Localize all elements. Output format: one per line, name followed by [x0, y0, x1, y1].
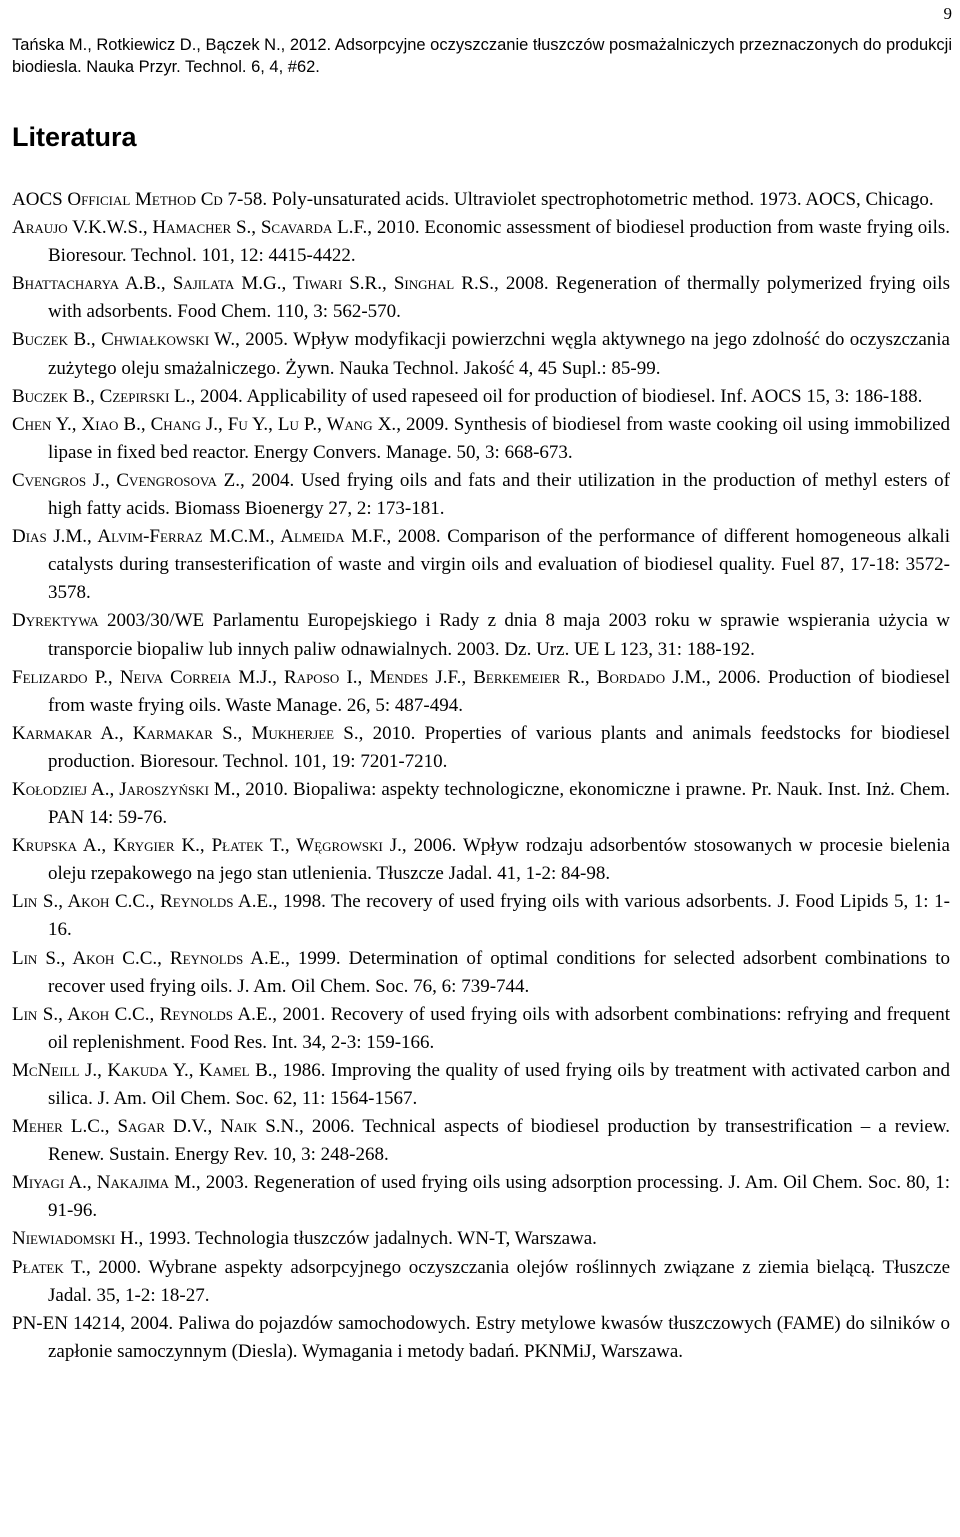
reference-text: , 2001. Recovery of used frying oils with adsorbent combinations: refrying and frequent oil replenishment. Food Res. Int. 34, 2-3: 159-166. [48, 1003, 950, 1053]
reference-text: , 2006. Wpływ rodzaju adsorbentów stosowanych w procesie bielenia oleju rzepakowego na jego stan utlenienia. Tłuszcze Jadal. 41, 1-2: 84-98. [48, 835, 950, 885]
reference-authors: Niewiadomski H. [12, 1228, 139, 1250]
reference-item [12, 326, 950, 382]
reference-item [12, 1113, 950, 1169]
reference-authors: Kołodziej A., Jaroszyński M. [12, 778, 236, 800]
reference-text: , 2005. Wpływ modyfikacji powierzchni węgla aktywnego na jego zdolność do oczyszczania zużytego oleju smażalniczego. Żywn. Nauka Technol. Jakość 4, 45 Supl.: 85-99. [48, 329, 950, 379]
reference-item [12, 832, 950, 888]
reference-authors: Cvengros J., Cvengrosova Z. [12, 469, 241, 491]
reference-text: , 2008. Regeneration of thermally polymerized frying oils with adsorbents. Food Chem. 110, 3: 562-570. [48, 273, 950, 323]
reference-item [12, 214, 950, 270]
reference-text: , 2006. Production of biodiesel from waste frying oils. Waste Manage. 26, 5: 487-494. [48, 666, 950, 716]
reference-authors: Meher L.C., Sagar D.V., Naik S.N. [12, 1116, 300, 1138]
reference-text: , 2010. Biopaliwa: aspekty technologiczne, ekonomiczne i prawne. Pr. Nauk. Inst. Inż. Chem. PAN 14: 59-76. [48, 778, 950, 829]
reference-text: , 2004. Used frying oils and fats and their utilization in the production of methyl esters of high fatty acids. Biomass Bioenergy 27, 2: 173-181. [48, 469, 950, 520]
page-number: 9 [943, 4, 952, 23]
reference-text: , 1986. Improving the quality of used frying oils by treatment with activated carbon and silica. J. Am. Oil Chem. Soc. 62, 11: 1564-1567. [48, 1059, 950, 1109]
reference-authors: Karmakar A., Karmakar S., Mukherjee S. [12, 722, 359, 744]
reference-item [12, 1225, 950, 1253]
reference-authors: Buczek B., Czepirski L. [12, 385, 191, 407]
reference-text: , 2010. Properties of various plants and animals feedstocks for biodiesel production. Bioresour. Technol. 101, 19: 7201-7210. [48, 722, 950, 772]
reference-item [12, 776, 950, 832]
section-title: Literatura [12, 122, 137, 152]
reference-text: , 1999. Determination of optimal conditions for selected adsorbent combinations to recover used frying oils. J. Am. Oil Chem. Soc. 76, 6: 739-744. [48, 947, 950, 997]
reference-authors: Krupska A., Krygier K., Płatek T., Węgrowski J. [12, 835, 402, 857]
reference-item [12, 1254, 950, 1310]
reference-text: , 2003. Regeneration of used frying oils using adsorption processing. J. Am. Oil Chem. Soc. 80, 1: 91-96. [48, 1172, 950, 1222]
reference-authors: Lin S., Akoh C.C., Reynolds A.E. [12, 1003, 273, 1025]
reference-item [12, 607, 950, 663]
reference-item [12, 270, 950, 326]
reference-item [12, 1057, 950, 1113]
reference-authors: Chen Y., Xiao B., Chang J., Fu Y., Lu P., Wang X. [12, 413, 397, 435]
reference-authors: Lin S., Akoh C.C., Reynolds A.E. [12, 947, 286, 969]
reference-text: , 2006. Technical aspects of biodiesel production by transestrification – a review. Renew. Sustain. Energy Rev. 10, 3: 248-268. [48, 1116, 951, 1166]
reference-item [12, 467, 950, 523]
reference-item [12, 1310, 950, 1366]
reference-text: , 2000. Wybrane aspekty adsorpcyjnego oczyszczania olejów roślinnych związane z ziemia bielącą. Tłuszcze Jadal. 35, 1-2: 18-27. [48, 1256, 950, 1306]
reference-text: , 1998. The recovery of used frying oils with various adsorbents. J. Food Lipids 5, 1: 1-16. [48, 891, 950, 941]
reference-item [12, 523, 950, 607]
reference-text: , 2009. Synthesis of biodiesel from waste cooking oil using immobilized lipase in fixed bed reactor. Energy Convers. Manage. 50, 3: 668-673. [48, 413, 950, 463]
reference-item [12, 664, 950, 720]
reference-item [12, 411, 950, 467]
reference-item [12, 1169, 950, 1225]
reference-authors: Araujo V.K.W.S., Hamacher S., Scavarda L.F. [12, 217, 368, 239]
reference-authors: McNeill J., Kakuda Y., Kamel B. [12, 1059, 273, 1081]
reference-text: , 2010. Economic assessment of biodiesel production from waste frying oils. Bioresour. Technol. 101, 12: 4415-4422. [48, 217, 950, 267]
reference-item [12, 945, 950, 1001]
reference-text: , 1993. Technologia tłuszczów jadalnych. WN-T, Warszawa. [138, 1228, 597, 1250]
reference-text: , 2008. Comparison of the performance of different homogeneous alkali catalysts during transesterification of waste and virgin oils and evaluation of biodiesel quality. Fuel 87, 17-18: 3572-3578. [48, 526, 950, 604]
reference-authors: Miyagi A., Nakajima M. [12, 1172, 196, 1194]
reference-item [12, 1001, 950, 1057]
reference-authors: Bhattacharya A.B., Sajilata M.G., Tiwari S.R., Singhal R.S. [12, 273, 495, 295]
reference-text: PN-EN 14214, 2004. Paliwa do pojazdów samochodowych. Estry metylowe kwasów tłuszczowych (FAME) do silników o zapłonie samoczynnym (Diesla). Wymagania i metody badań. PKNMiJ, Warszawa. [12, 1312, 950, 1362]
reference-text: 2003/30/WE Parlamentu Europejskiego i Rady z dnia 8 maja 2003 roku w sprawie wspierania użycia w transporcie biopaliw lub innych paliw odnawialnych. 2003. Dz. Urz. UE L 123, 31: 188-192. [48, 610, 950, 660]
reference-list [12, 186, 950, 1366]
reference-authors: AOCS Official Method Cd [12, 189, 223, 210]
reference-item [12, 186, 950, 214]
reference-text: , 2004. Applicability of used rapeseed oil for production of biodiesel. Inf. AOCS 15, 3: 186-188. [190, 385, 923, 407]
reference-item [12, 383, 950, 411]
reference-authors: Felizardo P., Neiva Correia M.J., Raposo I., Mendes J.F., Berkemeier R., Bordado J.M. [12, 666, 707, 688]
reference-authors: Dias J.M., Alvim-Ferraz M.C.M., Almeida M.F. [12, 526, 387, 548]
reference-item [12, 888, 950, 944]
reference-item [12, 720, 950, 776]
reference-authors: Lin S., Akoh C.C., Reynolds A.E. [12, 891, 273, 913]
reference-authors: Buczek B., Chwiałkowski W. [12, 329, 236, 351]
reference-authors: Płatek T. [12, 1256, 86, 1278]
citation-header: Tańska M., Rotkiewicz D., Bączek N., 2012. Adsorpcyjne oczyszczanie tłuszczów posmażalniczych przeznaczonych do produkcji biodiesla. Nauka Przyr. Technol. 6, 4, #62. [12, 36, 952, 76]
reference-authors: Dyrektywa [12, 610, 99, 632]
reference-text: 7-58. Poly-unsaturated acids. Ultraviolet spectrophotometric method. 1973. AOCS, Chicago. [222, 189, 934, 210]
